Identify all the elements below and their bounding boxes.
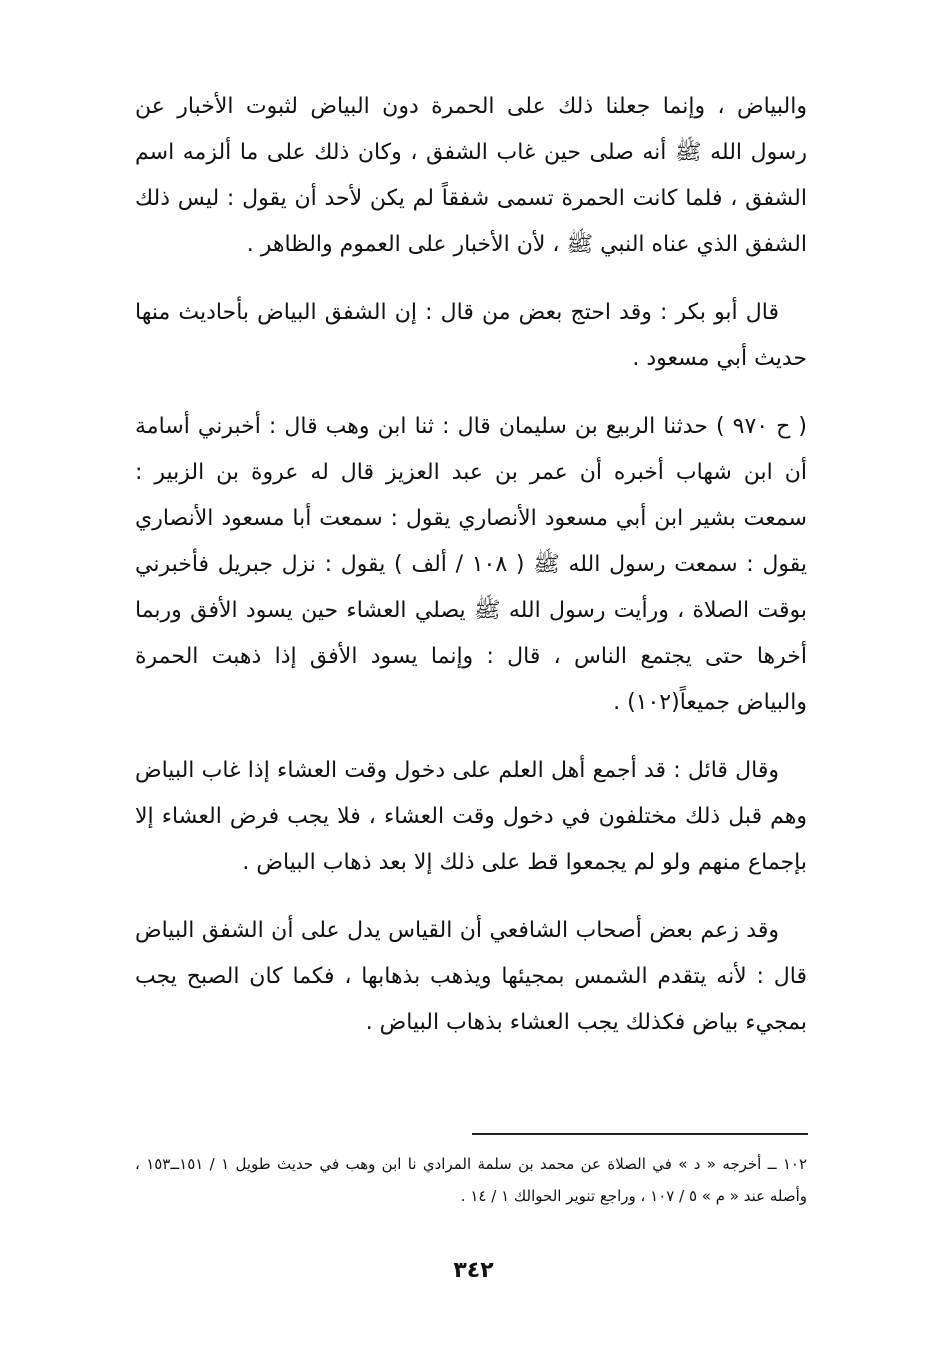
paragraph-3: ( ح ٩٧٠ ) حدثنا الربيع بن سليمان قال : ثنا ابن وهب قال : أخبرني أسامة أن ابن شهاب أخبره أن عمر بن عبد العزيز قال له عروة بن الزبير : سمعت بشير ابن أبي مسعود الأنصاري يقول : سمعت أبا مسعود الأنصاري يقول : سمعت رسول الله ﷺ ( ١٠٨ / ألف ) يقول : نزل جبريل فأخبرني بوقت الصلاة ، ورأيت رسول الله ﷺ يصلي العشاء حين يسود الأفق وربما أخرها حتى يجتمع الناس ، قال : وإنما يسود الأفق إذا ذهبت الحمرة والبياض جميعاً(١٠٢) . — [135, 414, 807, 715]
footnote-102: ١٠٢ ــ أخرجه « د » في الصلاة عن محمد بن سلمة المرادي نا ابن وهب في حديث طويل ١ / ١٥١ــ١٥٣ ، وأصله عند « م » ٥ / ١٠٧ ، وراجع تنوير الحوالك ١ / ١٤ . — [135, 1155, 807, 1205]
main-text — [135, 84, 807, 1068]
paragraph-5: وقد زعم بعض أصحاب الشافعي أن القياس يدل على أن الشفق البياض قال : لأنه يتقدم الشمس بمجيئها ويذهب بذهابها ، فكما كان الصبح يجب بمجيء بياض فكذلك يجب العشاء بذهاب البياض . — [135, 918, 807, 1035]
paragraph-4: وقال قائل : قد أجمع أهل العلم على دخول وقت العشاء إذا غاب البياض وهم قبل ذلك مختلفون في دخول وقت العشاء ، فلا يجب فرض العشاء إلا بإجماع منهم ولو لم يجمعوا قط على ذلك إلا بعد ذهاب البياض . — [135, 758, 807, 875]
footnote-section — [135, 1148, 807, 1212]
paragraph-2: قال أبو بكر : وقد احتج بعض من قال : إن الشفق البياض بأحاديث منها حديث أبي مسعود . — [135, 300, 807, 371]
paragraph-1: والبياض ، وإنما جعلنا ذلك على الحمرة دون البياض لثبوت الأخبار عن رسول الله ﷺ أنه صلى حين غاب الشفق ، وكان ذلك على ما ألزمه اسم الشفق ، فلما كانت الحمرة تسمى شفقاً لم يكن لأحد أن يقول : ليس ذلك الشفق الذي عناه النبي ﷺ ، لأن الأخبار على العموم والظاهر . — [135, 94, 807, 257]
page-number: ٣٤٢ — [453, 1258, 494, 1283]
footnote-separator — [472, 1133, 808, 1135]
